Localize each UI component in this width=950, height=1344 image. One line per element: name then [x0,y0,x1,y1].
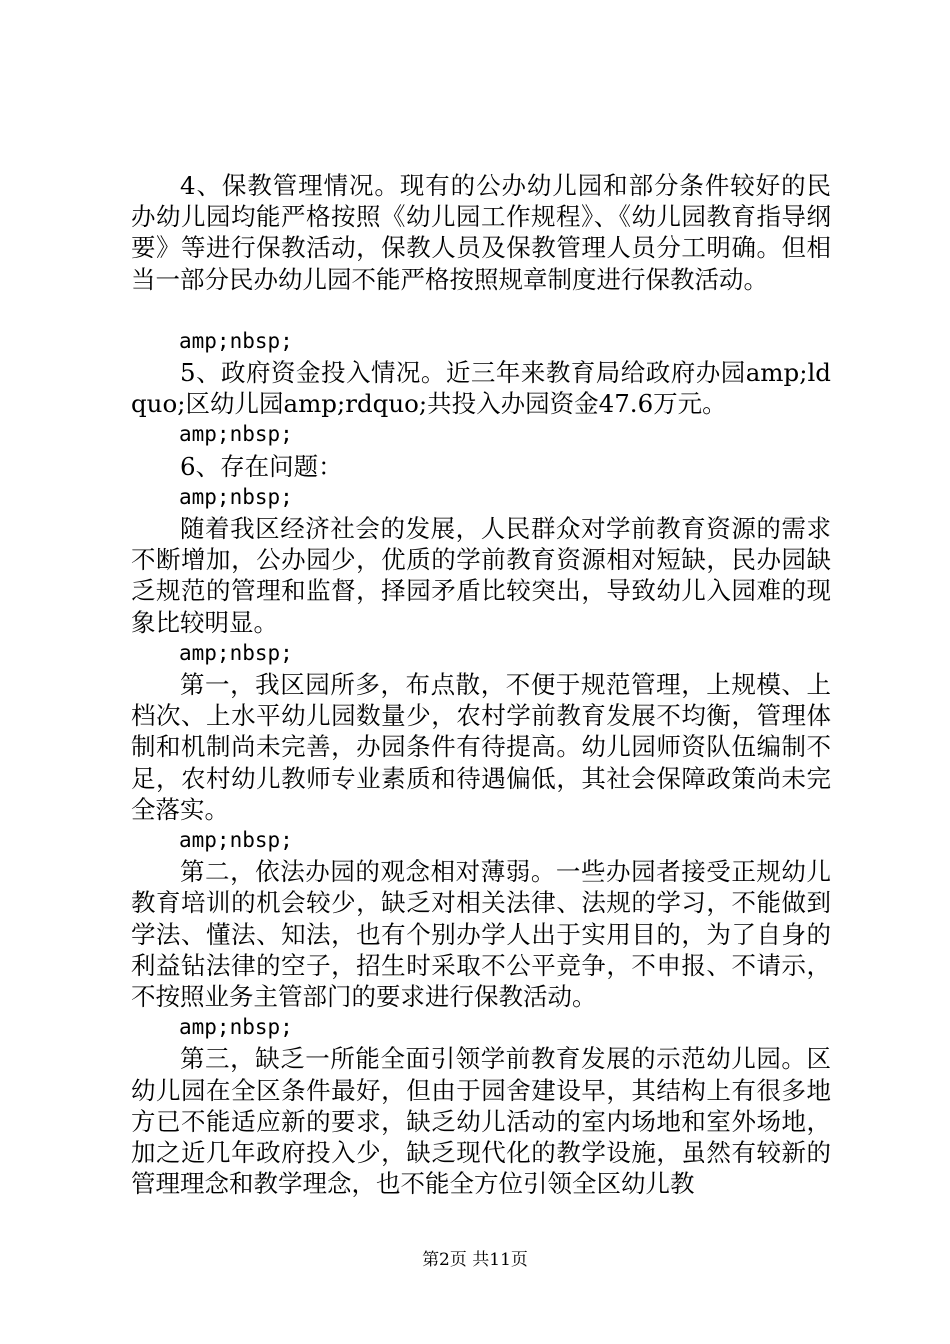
paragraph-government-funding: 5、政府资金投入情况。近三年来教育局给政府办园amp;ldquo;区幼儿园amp;rdquo;共投入办园资金47.6万元。 [131,358,831,419]
paragraph-second-issue: 第二，依法办园的观念相对薄弱。一些办园者接受正规幼儿教育培训的机会较少，缺乏对相关法律、法规的学习，不能做到学法、懂法、知法，也有个别办学人出于实用目的，为了自身的利益钻法律的空子，招生时采取不公平竞争，不申报、不请示，不按照业务主管部门的要求进行保教活动。 [131,857,831,1012]
page-number-footer: 第2页 共11页 [422,1250,528,1270]
paragraph-care-management: 4、保教管理情况。现有的公办幼儿园和部分条件较好的民办幼儿园均能严格按照《幼儿园工作规程》、《幼儿园教育指导纲要》等进行保教活动，保教人员及保教管理人员分工明确。但相当一部分民办幼儿园不能严格按照规章制度进行保教活动。 [131,171,831,294]
entity-artifact-line: amp;nbsp; [179,640,293,665]
entity-artifact-line: amp;nbsp; [179,328,293,353]
paragraph-demand-overview: 随着我区经济社会的发展，人民群众对学前教育资源的需求不断增加，公办园少，优质的学前教育资源相对短缺，民办园缺乏规范的管理和监督，择园矛盾比较突出，导致幼儿入园难的现象比较明显。 [131,514,831,637]
paragraph-third-issue: 第三，缺乏一所能全面引领学前教育发展的示范幼儿园。区幼儿园在全区条件最好，但由于园舍建设早，其结构上有很多地方已不能适应新的要求，缺乏幼儿活动的室内场地和室外场地，加之近几年政府投入少，缺乏现代化的教学设施，虽然有较新的管理理念和教学理念，也不能全方位引领全区幼儿教 [131,1044,831,1199]
entity-artifact-line: amp;nbsp; [179,1015,293,1040]
paragraph-spacer [131,295,831,326]
entity-artifact-line: amp;nbsp; [179,484,293,509]
entity-artifact-line: amp;nbsp; [179,828,293,853]
paragraph-first-issue: 第一，我区园所多，布点散，不便于规范管理，上规模、上档次、上水平幼儿园数量少，农村学前教育发展不均衡，管理体制和机制尚未完善，办园条件有待提高。幼儿园师资队伍编制不足，农村幼儿教师专业素质和待遇偏低，其社会保障政策尚未完全落实。 [131,670,831,824]
document-body [131,170,831,1200]
paragraph-problems-heading: 6、存在问题： [180,451,343,481]
entity-artifact-line: amp;nbsp; [179,422,293,447]
